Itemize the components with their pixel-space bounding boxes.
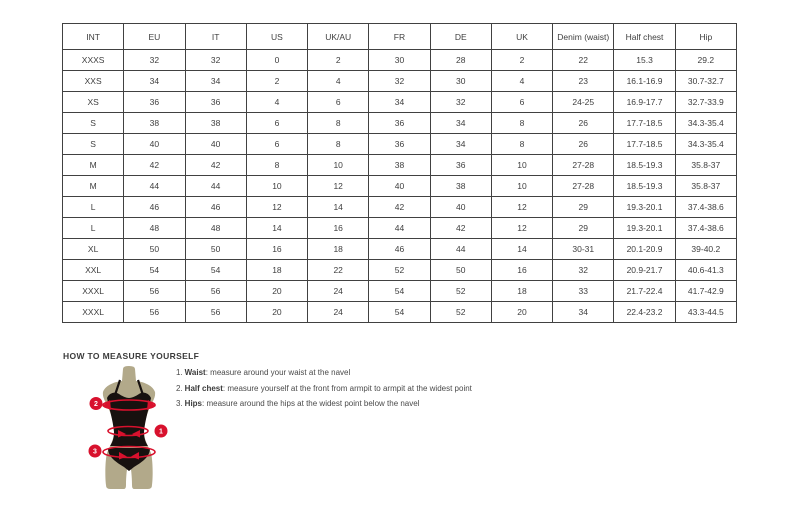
column-header: IT <box>185 24 246 50</box>
table-cell: 54 <box>185 260 246 281</box>
table-cell: 8 <box>246 155 307 176</box>
table-cell: 16.1-16.9 <box>614 71 675 92</box>
table-cell: 23 <box>553 71 614 92</box>
table-cell: 40 <box>369 176 430 197</box>
table-row <box>63 260 737 281</box>
table-cell: 44 <box>430 239 491 260</box>
table-cell: 54 <box>369 281 430 302</box>
table-cell: 12 <box>491 218 552 239</box>
size-label-cell: XL <box>63 239 124 260</box>
table-cell: 16.9-17.7 <box>614 92 675 113</box>
table-cell: 18 <box>308 239 369 260</box>
table-row <box>63 155 737 176</box>
table-cell: 6 <box>308 92 369 113</box>
table-cell: 38 <box>369 155 430 176</box>
table-cell: 8 <box>308 134 369 155</box>
table-cell: 4 <box>491 71 552 92</box>
measure-step-half-chest <box>176 385 472 394</box>
table-cell: 22.4-23.2 <box>614 302 675 323</box>
table-cell: 8 <box>491 134 552 155</box>
table-cell: 38 <box>185 113 246 134</box>
table-cell: 16 <box>308 218 369 239</box>
table-row <box>63 239 737 260</box>
table-cell: 38 <box>430 176 491 197</box>
size-label-cell: XXXL <box>63 281 124 302</box>
table-cell: 14 <box>491 239 552 260</box>
table-cell: 36 <box>430 155 491 176</box>
size-label-cell: XS <box>63 92 124 113</box>
table-cell: 34 <box>553 302 614 323</box>
table-cell: 37.4-38.6 <box>675 218 736 239</box>
table-cell: 17.7-18.5 <box>614 113 675 134</box>
table-cell: 0 <box>246 50 307 71</box>
size-label-cell: XXS <box>63 71 124 92</box>
measure-steps-list <box>176 369 472 416</box>
table-cell: 30 <box>369 50 430 71</box>
table-cell: 52 <box>430 302 491 323</box>
table-cell: 40 <box>430 197 491 218</box>
table-cell: 6 <box>246 113 307 134</box>
table-cell: 34.3-35.4 <box>675 134 736 155</box>
half-chest-badge <box>90 397 103 410</box>
table-row <box>63 176 737 197</box>
table-cell: 24 <box>308 302 369 323</box>
table-cell: 41.7-42.9 <box>675 281 736 302</box>
table-cell: 20 <box>246 302 307 323</box>
size-label-cell: XXL <box>63 260 124 281</box>
table-cell: 39-40.2 <box>675 239 736 260</box>
table-cell: 2 <box>491 50 552 71</box>
size-label-cell: M <box>63 155 124 176</box>
table-cell: 10 <box>246 176 307 197</box>
table-cell: 32 <box>553 260 614 281</box>
table-cell: 56 <box>124 302 185 323</box>
step-term: Waist <box>184 368 206 377</box>
table-cell: 21.7-22.4 <box>614 281 675 302</box>
table-cell: 37.4-38.6 <box>675 197 736 218</box>
table-cell: 4 <box>308 71 369 92</box>
table-cell: 12 <box>491 197 552 218</box>
table-row <box>63 50 737 71</box>
table-cell: 2 <box>308 50 369 71</box>
column-header: Hip <box>675 24 736 50</box>
step-text: : measure yourself at the front from armpit to armpit at the widest point <box>222 383 472 393</box>
table-cell: 8 <box>491 113 552 134</box>
hip-badge <box>89 445 102 458</box>
table-cell: 42 <box>369 197 430 218</box>
table-cell: 8 <box>308 113 369 134</box>
size-chart-body <box>63 50 737 323</box>
table-cell: 34 <box>369 92 430 113</box>
step-number: 3. <box>176 399 183 408</box>
table-cell: 34 <box>185 71 246 92</box>
table-cell: 20.1-20.9 <box>614 239 675 260</box>
table-cell: 36 <box>185 92 246 113</box>
table-row <box>63 92 737 113</box>
table-cell: 19.3-20.1 <box>614 197 675 218</box>
table-row <box>63 197 737 218</box>
table-cell: 29 <box>553 218 614 239</box>
size-label-cell: XXXL <box>63 302 124 323</box>
table-cell: 40.6-41.3 <box>675 260 736 281</box>
step-term: Hips <box>184 399 203 408</box>
table-cell: 18.5-19.3 <box>614 176 675 197</box>
table-cell: 52 <box>369 260 430 281</box>
table-cell: 6 <box>246 134 307 155</box>
step-term: Half chest <box>184 383 223 393</box>
table-cell: 10 <box>491 155 552 176</box>
column-header: INT <box>63 24 124 50</box>
table-cell: 50 <box>185 239 246 260</box>
size-label-cell: XXXS <box>63 50 124 71</box>
table-cell: 18 <box>491 281 552 302</box>
measure-section-title: HOW TO MEASURE YOURSELF <box>63 351 200 361</box>
table-cell: 48 <box>124 218 185 239</box>
column-header: US <box>246 24 307 50</box>
step-number: 1. <box>176 368 183 377</box>
column-header: UK <box>491 24 552 50</box>
step-number: 2. <box>176 383 183 393</box>
table-cell: 46 <box>124 197 185 218</box>
table-cell: 14 <box>308 197 369 218</box>
table-cell: 40 <box>185 134 246 155</box>
table-cell: 19.3-20.1 <box>614 218 675 239</box>
half-chest-badge-number: 2 <box>94 401 98 409</box>
table-cell: 32 <box>369 71 430 92</box>
table-cell: 22 <box>553 50 614 71</box>
table-cell: 27-28 <box>553 155 614 176</box>
hip-badge-number: 3 <box>93 448 97 456</box>
table-cell: 12 <box>246 197 307 218</box>
table-row <box>63 218 737 239</box>
table-cell: 36 <box>369 134 430 155</box>
table-cell: 6 <box>491 92 552 113</box>
table-cell: 33 <box>553 281 614 302</box>
size-label-cell: S <box>63 134 124 155</box>
table-cell: 22 <box>308 260 369 281</box>
table-cell: 44 <box>124 176 185 197</box>
table-cell: 34 <box>430 134 491 155</box>
table-cell: 16 <box>246 239 307 260</box>
table-cell: 40 <box>124 134 185 155</box>
table-cell: 54 <box>369 302 430 323</box>
table-cell: 50 <box>430 260 491 281</box>
table-cell: 30.7-32.7 <box>675 71 736 92</box>
size-label-cell: S <box>63 113 124 134</box>
step-text: : measure around your waist at the navel <box>205 368 351 377</box>
table-cell: 32 <box>185 50 246 71</box>
table-cell: 35.8-37 <box>675 176 736 197</box>
table-cell: 36 <box>369 113 430 134</box>
table-cell: 24 <box>308 281 369 302</box>
waist-badge-number: 1 <box>159 428 163 436</box>
table-cell: 44 <box>369 218 430 239</box>
table-cell: 46 <box>369 239 430 260</box>
table-cell: 42 <box>185 155 246 176</box>
table-cell: 32 <box>430 92 491 113</box>
table-cell: 4 <box>246 92 307 113</box>
size-label-cell: M <box>63 176 124 197</box>
size-chart-header <box>63 24 737 50</box>
table-row <box>63 71 737 92</box>
measure-step-waist <box>176 369 472 378</box>
table-cell: 10 <box>491 176 552 197</box>
size-label-cell: L <box>63 197 124 218</box>
table-cell: 50 <box>124 239 185 260</box>
column-header: UK/AU <box>308 24 369 50</box>
column-header: EU <box>124 24 185 50</box>
table-cell: 27-28 <box>553 176 614 197</box>
table-row <box>63 302 737 323</box>
table-cell: 30-31 <box>553 239 614 260</box>
waist-badge <box>155 425 168 438</box>
table-cell: 46 <box>185 197 246 218</box>
table-cell: 32 <box>124 50 185 71</box>
table-cell: 28 <box>430 50 491 71</box>
size-label-cell: L <box>63 218 124 239</box>
table-cell: 38 <box>124 113 185 134</box>
measure-step-hips <box>176 400 472 409</box>
column-header: DE <box>430 24 491 50</box>
table-row <box>63 134 737 155</box>
table-cell: 20 <box>491 302 552 323</box>
table-cell: 29 <box>553 197 614 218</box>
table-row <box>63 113 737 134</box>
table-cell: 36 <box>124 92 185 113</box>
table-cell: 52 <box>430 281 491 302</box>
table-cell: 56 <box>185 302 246 323</box>
table-cell: 56 <box>185 281 246 302</box>
size-chart-table <box>62 23 737 323</box>
table-cell: 18 <box>246 260 307 281</box>
table-cell: 24-25 <box>553 92 614 113</box>
table-cell: 15.3 <box>614 50 675 71</box>
table-cell: 32.7-33.9 <box>675 92 736 113</box>
table-cell: 12 <box>308 176 369 197</box>
table-cell: 42 <box>124 155 185 176</box>
table-cell: 30 <box>430 71 491 92</box>
table-cell: 34 <box>124 71 185 92</box>
column-header: Denim (waist) <box>553 24 614 50</box>
table-cell: 16 <box>491 260 552 281</box>
table-cell: 14 <box>246 218 307 239</box>
table-cell: 44 <box>185 176 246 197</box>
table-cell: 29.2 <box>675 50 736 71</box>
table-cell: 54 <box>124 260 185 281</box>
table-cell: 26 <box>553 134 614 155</box>
table-cell: 34 <box>430 113 491 134</box>
table-row <box>63 281 737 302</box>
table-cell: 20 <box>246 281 307 302</box>
table-cell: 2 <box>246 71 307 92</box>
column-header: Half chest <box>614 24 675 50</box>
step-text: : measure around the hips at the widest point below the navel <box>202 399 420 408</box>
column-header: FR <box>369 24 430 50</box>
table-cell: 26 <box>553 113 614 134</box>
table-cell: 48 <box>185 218 246 239</box>
table-cell: 34.3-35.4 <box>675 113 736 134</box>
table-cell: 18.5-19.3 <box>614 155 675 176</box>
table-cell: 10 <box>308 155 369 176</box>
table-cell: 17.7-18.5 <box>614 134 675 155</box>
header-row <box>63 24 737 50</box>
table-cell: 43.3-44.5 <box>675 302 736 323</box>
table-cell: 20.9-21.7 <box>614 260 675 281</box>
table-cell: 42 <box>430 218 491 239</box>
table-cell: 56 <box>124 281 185 302</box>
table-cell: 35.8-37 <box>675 155 736 176</box>
